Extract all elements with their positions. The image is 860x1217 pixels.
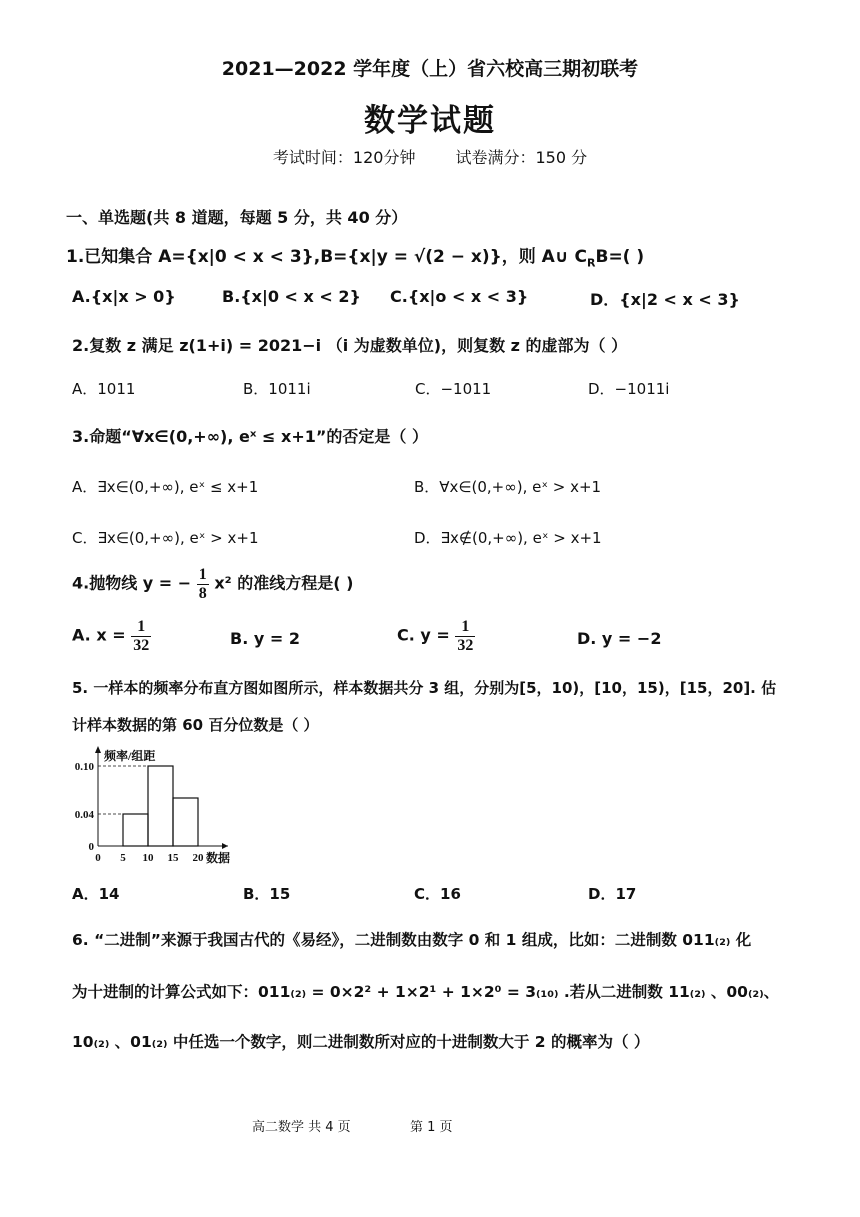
q5-option-c: C．16 xyxy=(414,885,461,903)
exam-title: 2021—2022 学年度（上）省六校高三期初联考 xyxy=(221,58,639,80)
question-5-line1: 5. 一样本的频率分布直方图如图所示，样本数据共分 3 组，分别为[5，10)，[10，15)，[15，20]. 估 xyxy=(72,679,777,697)
q3-option-a: A．∃x∈(0,+∞), eˣ ≤ x+1 xyxy=(72,478,259,496)
fraction-one-eighth: $\frac{1}{8}$ xyxy=(198,566,207,602)
question-6-line2: 为十进制的计算公式如下：011₍₂₎ = 0×2² + 1×2¹ + 1×2⁰ = 3₍₁₀₎ .若从二进制数 11₍₂₎ 、00₍₂₎、 xyxy=(72,983,780,1001)
q4-option-d: D. y = −2 xyxy=(577,629,662,648)
y-axis-label: 频率/组距 xyxy=(104,749,156,763)
q5-option-a: A．14 xyxy=(72,885,120,903)
q2-option-a: A．1011 xyxy=(72,380,136,398)
histogram-bar xyxy=(148,766,173,846)
question-4-stem: 4.抛物线 y = − $\frac{1}{8}$ x² 的准线方程是( ) xyxy=(72,566,354,602)
q1-option-c: C.{x|o < x < 3} xyxy=(390,287,529,306)
x-axis-arrow xyxy=(222,843,228,849)
q1-option-a: A.{x|x > 0} xyxy=(72,287,176,306)
question-3-stem: 3.命题“∀x∈(0,+∞), eˣ ≤ x+1”的否定是（ ） xyxy=(72,427,428,446)
question-2-stem: 2.复数 z 满足 z(1+i) = 2021−i （i 为虚数单位)，则复数 z 的虚部为（ ） xyxy=(72,336,628,355)
x-tick-label: 20 xyxy=(192,852,204,864)
q3-option-b: B．∀x∈(0,+∞), eˣ > x+1 xyxy=(414,478,602,496)
subject-title: 数学试题 xyxy=(364,103,496,139)
exam-meta xyxy=(0,145,860,168)
question-6-line3: 10₍₂₎ 、01₍₂₎ 中任选一个数字，则二进制数所对应的十进制数大于 2 的概率为（ ） xyxy=(72,1033,650,1051)
q4-option-b: B. y = 2 xyxy=(230,629,300,648)
y-tick-label: 0.04 xyxy=(74,809,94,821)
question-5-line2: 计样本数据的第 60 百分位数是（ ） xyxy=(72,716,319,734)
x-axis-label: 数据 xyxy=(205,851,231,865)
footer-total-pages: 高二数学 共 4 页 xyxy=(252,1120,351,1135)
q4-option-c: C. y = $\frac{1}{32}$ xyxy=(397,618,474,654)
histogram-bar xyxy=(173,798,198,846)
y-tick-label: 0.10 xyxy=(74,761,94,773)
y-tick-label: 0 xyxy=(88,841,94,853)
q5-option-b: B．15 xyxy=(243,885,291,903)
exam-time: 考试时间：120分钟 xyxy=(272,148,416,167)
q1-option-b: B.{x|0 < x < 2} xyxy=(222,287,361,306)
q2-option-b: B．1011i xyxy=(243,380,311,398)
y-axis-arrow xyxy=(95,746,101,753)
x-tick-label: 10 xyxy=(142,852,154,864)
question-1-stem: 1.已知集合 A={x|0 < x < 3},B={x|y = √(2 − x)}，则 A∪ $C_RB=$( ) xyxy=(66,247,645,270)
histogram-plot xyxy=(75,746,230,865)
q4-option-a: A. x = $\frac{1}{32}$ xyxy=(72,618,150,654)
x-tick-label: 5 xyxy=(120,852,126,864)
q1-option-d: D．{x|2 < x < 3} xyxy=(590,290,740,309)
x-tick-label: 0 xyxy=(95,852,101,864)
section-heading: 一、单选题(共 8 道题，每题 5 分，共 40 分） xyxy=(66,208,408,227)
histogram-bar xyxy=(123,814,148,846)
q2-option-d: D．−1011i xyxy=(588,380,670,398)
q3-option-d: D．∃x∉(0,+∞), eˣ > x+1 xyxy=(414,529,602,547)
histogram-chart xyxy=(60,740,270,870)
footer-page-number: 第 1 页 xyxy=(410,1120,453,1135)
q3-option-c: C．∃x∈(0,+∞), eˣ > x+1 xyxy=(72,529,259,547)
x-tick-label: 15 xyxy=(167,852,179,864)
exam-score: 试卷满分：150 分 xyxy=(455,148,588,167)
question-6-line1: 6. “二进制”来源于我国古代的《易经》，二进制数由数字 0 和 1 组成，比如：二进制数 011₍₂₎ 化 xyxy=(72,931,752,949)
fraction-one-32: $\frac{1}{32}$ xyxy=(457,618,474,654)
q2-option-c: C．−1011 xyxy=(415,380,492,398)
fraction-one-32: $\frac{1}{32}$ xyxy=(133,618,150,654)
q5-option-d: D．17 xyxy=(588,885,637,903)
